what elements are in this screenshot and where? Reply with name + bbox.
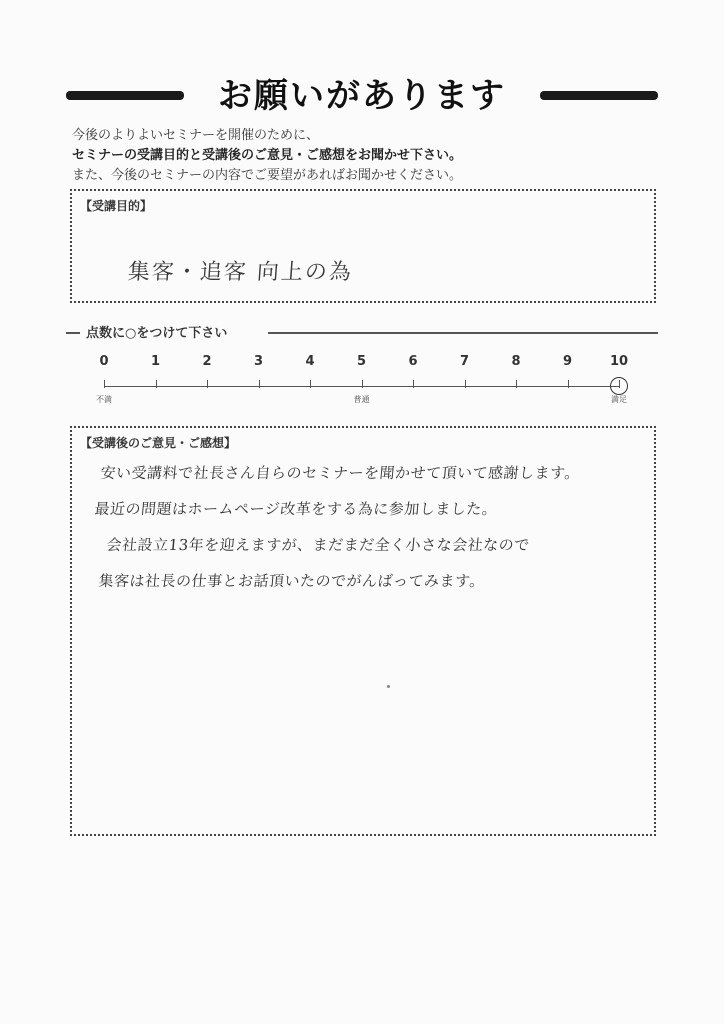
score-scale[interactable] <box>70 350 660 410</box>
selected-score-circle <box>610 377 628 395</box>
page-title: お願いがあります <box>218 76 506 116</box>
title-row <box>66 74 658 118</box>
score-tick-9 <box>568 380 569 388</box>
score-number-2[interactable]: 2 <box>202 354 212 369</box>
score-tick-0 <box>104 380 105 388</box>
score-heading <box>66 322 658 342</box>
score-heading-dash <box>66 332 80 334</box>
score-number-10[interactable]: 10 <box>609 354 629 369</box>
impressions-line-3: 会社設立13年を迎えますが、まだまだ全く小さな会社なので <box>105 536 531 554</box>
paper-speck <box>387 685 390 688</box>
intro-line-3: また、今後のセミナーの内容でご要望があればお聞かせください。 <box>72 168 463 183</box>
intro-line-2: セミナーの受講目的と受講後のご意見・ご感想をお聞かせ下さい。 <box>72 148 463 163</box>
score-number-0[interactable]: 0 <box>99 354 109 369</box>
title-bar-right <box>540 91 658 100</box>
score-tick-8 <box>516 380 517 388</box>
score-tick-2 <box>207 380 208 388</box>
score-tick-4 <box>310 380 311 388</box>
score-number-5[interactable]: 5 <box>356 354 367 369</box>
score-tick-3 <box>259 380 260 388</box>
impressions-line-1: 安い受講料で社長さん自らのセミナーを聞かせて頂いて感謝します。 <box>99 464 581 482</box>
purpose-label: 【受講目的】 <box>80 199 153 213</box>
score-number-6[interactable]: 6 <box>408 354 418 369</box>
intro-line-1: 今後のよりよいセミナーを開催のために、 <box>72 128 320 143</box>
score-tick-1 <box>156 380 157 388</box>
purpose-answer: 集客・追客 向上の為 <box>126 260 354 285</box>
score-tick-6 <box>413 380 414 388</box>
score-number-8[interactable]: 8 <box>511 354 521 369</box>
score-heading-text: 点数に○をつけて下さい <box>86 326 228 341</box>
score-label-mid: 普通 <box>353 395 370 404</box>
score-tick-5 <box>362 380 363 388</box>
impressions-line-2: 最近の問題はホームページ改革をする為に参加しました。 <box>93 500 499 518</box>
impressions-box[interactable] <box>70 426 656 836</box>
impressions-line-4: 集客は社長の仕事とお話頂いたのでがんばってみます。 <box>97 572 486 590</box>
score-number-4[interactable]: 4 <box>305 354 315 369</box>
score-number-9[interactable]: 9 <box>562 354 573 369</box>
score-number-1[interactable]: 1 <box>150 354 161 369</box>
title-bar-left <box>66 91 184 100</box>
impressions-text <box>93 462 581 606</box>
impressions-label: 【受講後のご意見・ご感想】 <box>80 436 237 450</box>
purpose-box[interactable] <box>70 189 656 303</box>
score-number-7[interactable]: 7 <box>459 354 470 369</box>
intro-text <box>72 126 672 186</box>
score-label-low: 不満 <box>96 395 112 404</box>
score-number-3[interactable]: 3 <box>253 354 264 369</box>
score-label-high: 満足 <box>611 395 627 404</box>
score-tick-7 <box>465 380 466 388</box>
score-heading-line <box>268 332 658 334</box>
